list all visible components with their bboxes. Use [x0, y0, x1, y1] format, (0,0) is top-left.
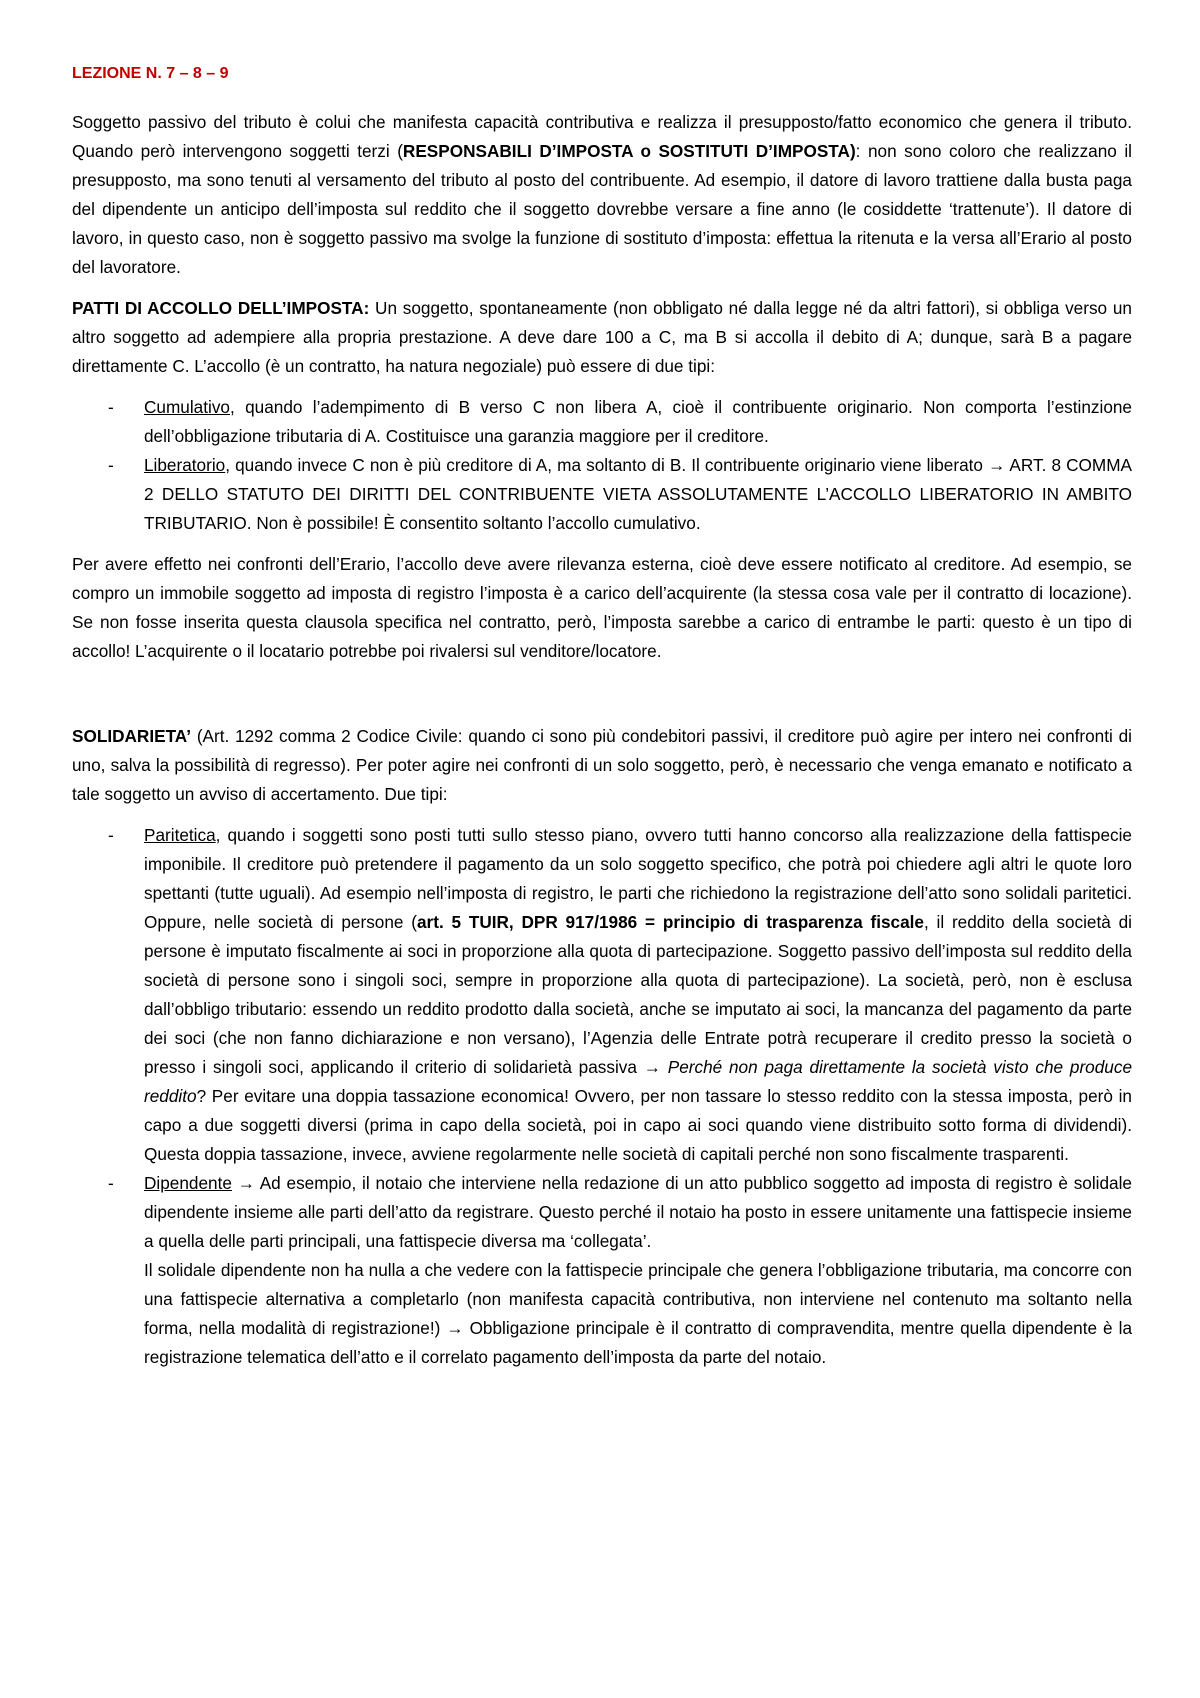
- list-item-cumulativo: [144, 393, 1132, 451]
- p1-text-c: : non sono coloro che realizzano il presupposto, ma sono tenuti al versamento del tributo al posto del contribuente. Ad esempio, il datore di lavoro trattiene dalla busta paga del dipendente un anticipo dell’imposta sul reddito che il soggetto dovrebbe versare a fine anno (le cosiddette ‘trattenute’). Il datore di lavoro, in questo caso, non è soggetto passivo ma svolge la funzione di sostituto d’imposta: effettua la ritenuta e la versa all’Erario al posto del lavoratore.: [72, 141, 1132, 277]
- paritetica-text-2: , il reddito della società di persone è imputato fiscalmente ai soci in proporzione alla quota di partecipazione. Soggetto passivo dell’imposta sul reddito della società di persone sono i singoli soci, sempre in proporzione alla quota di partecipazione). La società, però, non è esclusa dall’obbligo tributario: essendo un reddito prodotto dalla società, anche se imputato ai soci, la mancanza del pagamento da parte dei soci (che non fanno dichiarazione e non versano), l’Agenzia delle Entrate potrà recuperare il credito presso la società o presso i singoli soci, applicando il criterio di solidarietà passiva: [144, 912, 1132, 1077]
- document-page: [72, 64, 1132, 1384]
- p4-heading: SOLIDARIETA’: [72, 726, 192, 746]
- liberatorio-text: , quando invece C non è più creditore di A, ma soltanto di B. Il contribuente originario viene liberato: [225, 455, 983, 475]
- term-cumulativo: Cumulativo: [144, 397, 230, 417]
- dipendente-text-3: Obbligazione principale è il contratto di compravendita, mentre quella dipendente è la registrazione telematica dell’atto e il correlato pagamento dell’imposta da parte del notaio.: [144, 1318, 1132, 1367]
- arrow-icon: →: [643, 1057, 661, 1077]
- liberatorio-text-2: ART. 8 COMMA 2 DELLO STATUTO DEI DIRITTI DEL CONTRIBUENTE VIETA ASSOLUTAMENTE L’ACCOLLO LIBERATORIO IN AMBITO TRIBUTARIO. Non è possibile! È consentito soltanto l’accollo cumulativo.: [144, 455, 1133, 533]
- paragraph-solidarieta: [72, 722, 1132, 809]
- paragraph-patti-accollo: [72, 294, 1132, 381]
- solidarieta-types-list: [72, 821, 1132, 1372]
- list-item-liberatorio: [144, 451, 1132, 538]
- term-dipendente: Dipendente: [144, 1173, 232, 1193]
- cumulativo-text: , quando l’adempimento di B verso C non libera A, cioè il contribuente originario. Non comporta l’estinzione dell’obbligazione tributaria di A. Costituisce una garanzia maggiore per il creditore.: [144, 397, 1132, 446]
- term-paritetica: Paritetica: [144, 825, 216, 845]
- paragraph-soggetto-passivo: [72, 108, 1132, 282]
- list-item-dipendente: [144, 1169, 1132, 1372]
- p1-bold: RESPONSABILI D’IMPOSTA o SOSTITUTI D’IMPOSTA): [402, 141, 856, 161]
- arrow-icon: →: [988, 455, 1006, 475]
- paritetica-text-3: ? Per evitare una doppia tassazione economica! Ovvero, per non tassare lo stesso reddito con la stessa imposta, però in capo a due soggetti diversi (prima in capo della società, poi in capo ai soci quando viene distribuito sotto forma di dividendi). Questa doppia tassazione, invece, avviene regolarmente nelle società di capitali perché non sono fiscalmente trasparenti.: [144, 1086, 1132, 1164]
- term-liberatorio: Liberatorio: [144, 455, 226, 475]
- paritetica-bold: art. 5 TUIR, DPR 917/1986 = principio di trasparenza fiscale: [416, 912, 924, 932]
- paritetica-text: , quando i soggetti sono posti tutti sullo stesso piano, ovvero tutti hanno concorso alla realizzazione della fattispecie imponibile. Il creditore può pretendere il pagamento da un solo soggetto specifico, che potrà poi chiedere agli altri le quote loro spettanti (tutte uguali). Ad esempio nell’imposta di registro, le parti che richiedono la registrazione dell’atto sono solidali paritetici. Oppure, nelle società di persone (: [144, 825, 1132, 932]
- arrow-icon: →: [446, 1318, 464, 1338]
- dipendente-text: Ad esempio, il notaio che interviene nella redazione di un atto pubblico soggetto ad imposta di registro è solidale dipendente insieme alle parti dell’atto da registrare. Questo perché il notaio ha posto in essere unitamente una fattispecie insieme a quella delle parti principali, una fattispecie diversa ma ‘collegata’.: [144, 1173, 1132, 1251]
- list-item-paritetica: [144, 821, 1132, 1169]
- paritetica-italic: Perché non paga direttamente la società visto che produce reddito: [144, 1057, 1132, 1106]
- lesson-title: LEZIONE N. 7 – 8 – 9: [72, 65, 229, 82]
- p4-text: (Art. 1292 comma 2 Codice Civile: quando ci sono più condebitori passivi, il creditore può agire per intero nei confronti di uno, salva la possibilità di regresso). Per poter agire nei confronti di un solo soggetto, però, è necessario che venga emanato e notificato a tale soggetto un avviso di accertamento. Due tipi:: [72, 726, 1132, 804]
- dipendente-text-2: Il solidale dipendente non ha nulla a che vedere con la fattispecie principale che genera l’obbligazione tributaria, ma concorre con una fattispecie alternativa a completarlo (non manifesta capacità contributiva, non interviene nel contenuto ma soltanto nella forma, nella modalità di registrazione!): [144, 1260, 1132, 1338]
- p1-text-a: Soggetto passivo del tributo è colui che manifesta capacità contributiva e realizza il presupposto/fatto economico che genera il tributo. Quando però intervengono soggetti terzi (: [72, 112, 1132, 161]
- accollo-types-list: [72, 393, 1132, 538]
- paragraph-effetto-erario: Per avere effetto nei confronti dell’Erario, l’accollo deve avere rilevanza esterna, cioè deve essere notificato al creditore. Ad esempio, se compro un immobile soggetto ad imposta di registro l’imposta è a carico dell’acquirente (la stessa cosa vale per il contratto di locazione). Se non fosse inserita questa clausola specifica nel contratto, però, l’imposta sarebbe a carico di entrambe le parti: questo è un tipo di accollo! L’acquirente o il locatario potrebbe poi rivalersi sul venditore/locatore.: [72, 554, 1132, 661]
- p2-heading: PATTI DI ACCOLLO DELL’IMPOSTA:: [72, 298, 370, 318]
- p2-text: Un soggetto, spontaneamente (non obbligato né dalla legge né da altri fattori), si obbliga verso un altro soggetto ad adempiere alla propria prestazione. A deve dare 100 a C, ma B si accolla il debito di A; dunque, sarà B a pagare direttamente C. L’accollo (è un contratto, ha natura negoziale) può essere di due tipi:: [72, 298, 1132, 376]
- arrow-icon: →: [231, 1173, 255, 1193]
- section-spacer: [72, 666, 1132, 722]
